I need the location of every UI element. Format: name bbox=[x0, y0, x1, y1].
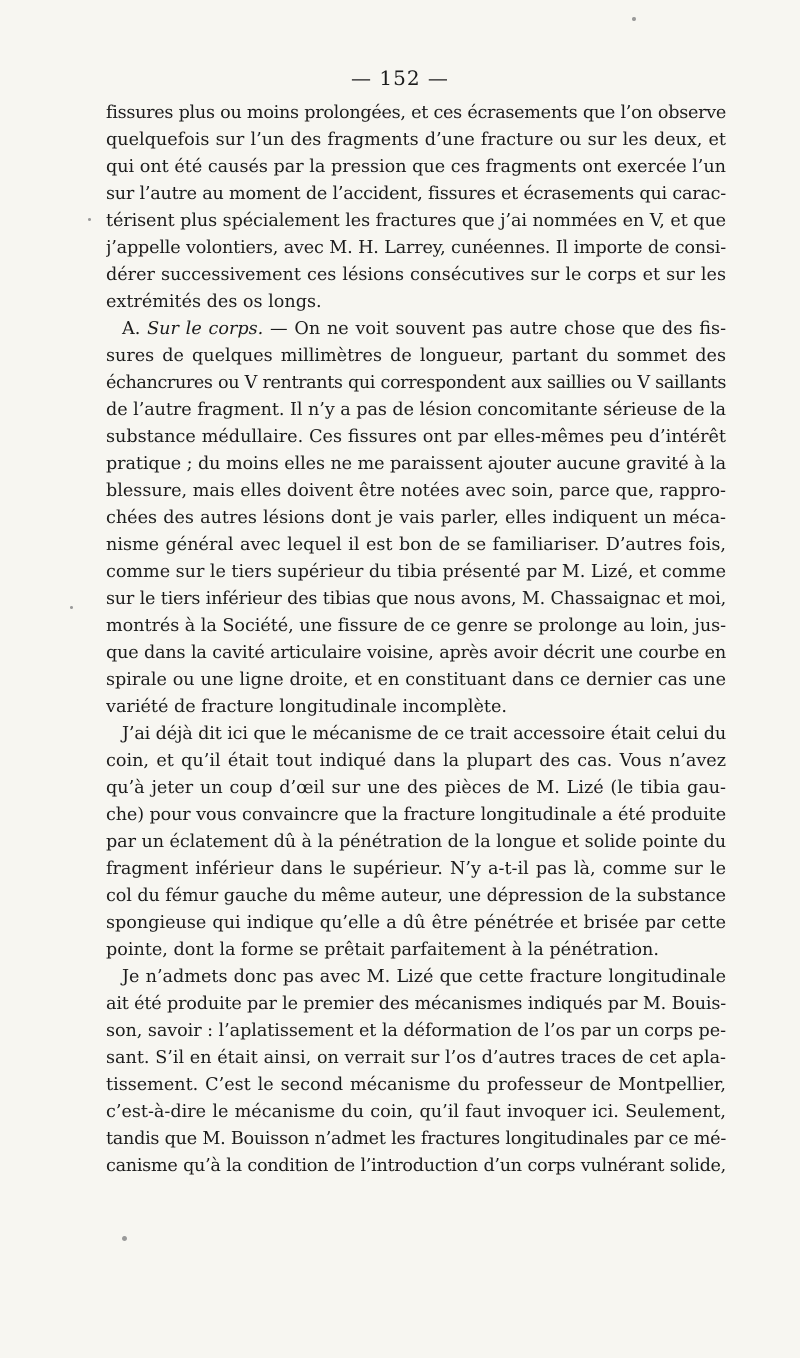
text-line: pointe, dont la forme se prêtait parfaitement à la pénétration. bbox=[106, 940, 659, 960]
body-text bbox=[106, 100, 726, 1180]
text-line: de l’autre fragment. Il n’y a pas de lésion concomitante sérieuse de la bbox=[106, 400, 726, 420]
text-line: comme sur le tiers supérieur du tibia présenté par M. Lizé, et comme bbox=[106, 562, 726, 582]
text-line: qu’à jeter un coup d’œil sur une des pièces de M. Lizé (le tibia gau- bbox=[106, 778, 726, 798]
text-line: sur l’autre au moment de l’accident, fissures et écrasements qui carac- bbox=[106, 184, 726, 204]
text-line: par un éclatement dû à la pénétration de la longue et solide pointe du bbox=[106, 832, 726, 852]
paragraph-4 bbox=[106, 964, 726, 1180]
text-line: sures de quelques millimètres de longueur, partant du sommet des bbox=[106, 346, 726, 366]
paper-speck bbox=[88, 218, 91, 221]
section-letter: A. bbox=[122, 319, 141, 339]
text-line: Je n’admets donc pas avec M. Lizé que cette fracture longitudinale bbox=[122, 967, 726, 987]
paper-speck bbox=[122, 1236, 127, 1241]
text-line: sur le tiers inférieur des tibias que nous avons, M. Chassaignac et moi, bbox=[106, 589, 726, 609]
text-line: échancrures ou V rentrants qui correspondent aux saillies ou V saillants bbox=[106, 373, 726, 393]
text-line: térisent plus spécialement les fractures que j’ai nommées en V, et que bbox=[106, 211, 726, 231]
text-line: chées des autres lésions dont je vais parler, elles indiquent un méca- bbox=[106, 508, 726, 528]
section-heading: Sur le corps. bbox=[147, 319, 264, 339]
text-line: J’ai déjà dit ici que le mécanisme de ce trait accessoire était celui du bbox=[122, 724, 726, 744]
text-line: coin, et qu’il était tout indiqué dans la plupart des cas. Vous n’avez bbox=[106, 751, 726, 771]
text-line: nisme général avec lequel il est bon de se familiariser. D’autres fois, bbox=[106, 535, 726, 555]
paper-speck bbox=[70, 606, 73, 609]
text-line-lead bbox=[106, 316, 726, 343]
text-line: fissures plus ou moins prolongées, et ces écrasements que l’on observe bbox=[106, 103, 726, 123]
text-line: quelquefois sur l’un des fragments d’une fracture ou sur les deux, et bbox=[106, 130, 726, 150]
text-line: tandis que M. Bouisson n’admet les fractures longitudinales par ce mé- bbox=[106, 1129, 726, 1149]
text-line: extrémités des os longs. bbox=[106, 292, 322, 312]
text-line: c’est-à-dire le mécanisme du coin, qu’il faut invoquer ici. Seulement, bbox=[106, 1102, 726, 1122]
text-line: sant. S’il en était ainsi, on verrait sur l’os d’autres traces de cet apla- bbox=[106, 1048, 726, 1068]
text-line: ait été produite par le premier des mécanismes indiqués par M. Bouis- bbox=[106, 994, 726, 1014]
text-line: blessure, mais elles doivent être notées avec soin, parce que, rappro- bbox=[106, 481, 726, 501]
text-line: — On ne voit souvent pas autre chose que des fis- bbox=[263, 319, 726, 339]
text-line: montrés à la Société, une fissure de ce genre se prolonge au loin, jus- bbox=[106, 616, 726, 636]
text-line: son, savoir : l’aplatissement et la déformation de l’os par un corps pe- bbox=[106, 1021, 726, 1041]
page-number: — 152 — bbox=[351, 66, 449, 90]
text-line: canisme qu’à la condition de l’introduction d’un corps vulnérant solide, bbox=[106, 1156, 726, 1176]
text-line: j’appelle volontiers, avec M. H. Larrey, cunéennes. Il importe de consi- bbox=[106, 238, 726, 258]
paragraph-2 bbox=[106, 316, 726, 721]
text-line: spongieuse qui indique qu’elle a dû être pénétrée et brisée par cette bbox=[106, 913, 726, 933]
text-line: qui ont été causés par la pression que ces fragments ont exercée l’un bbox=[106, 157, 726, 177]
text-line: fragment inférieur dans le supérieur. N’y a-t-il pas là, comme sur le bbox=[106, 859, 726, 879]
paragraph-1 bbox=[106, 100, 726, 316]
text-line: pratique ; du moins elles ne me paraissent ajouter aucune gravité à la bbox=[106, 454, 726, 474]
text-line: dérer successivement ces lésions consécutives sur le corps et sur les bbox=[106, 265, 726, 285]
text-line: spirale ou une ligne droite, et en constituant dans ce dernier cas une bbox=[106, 670, 726, 690]
paragraph-3 bbox=[106, 721, 726, 964]
text-line: tissement. C’est le second mécanisme du professeur de Montpellier, bbox=[106, 1075, 726, 1095]
text-line: col du fémur gauche du même auteur, une dépression de la substance bbox=[106, 886, 726, 906]
text-line: che) pour vous convaincre que la fracture longitudinale a été produite bbox=[106, 805, 726, 825]
text-line: variété de fracture longitudinale incomplète. bbox=[106, 697, 507, 717]
paper-speck bbox=[632, 17, 636, 21]
text-line: que dans la cavité articulaire voisine, après avoir décrit une courbe en bbox=[106, 643, 726, 663]
text-line: substance médullaire. Ces fissures ont par elles-mêmes peu d’intérêt bbox=[106, 427, 726, 447]
